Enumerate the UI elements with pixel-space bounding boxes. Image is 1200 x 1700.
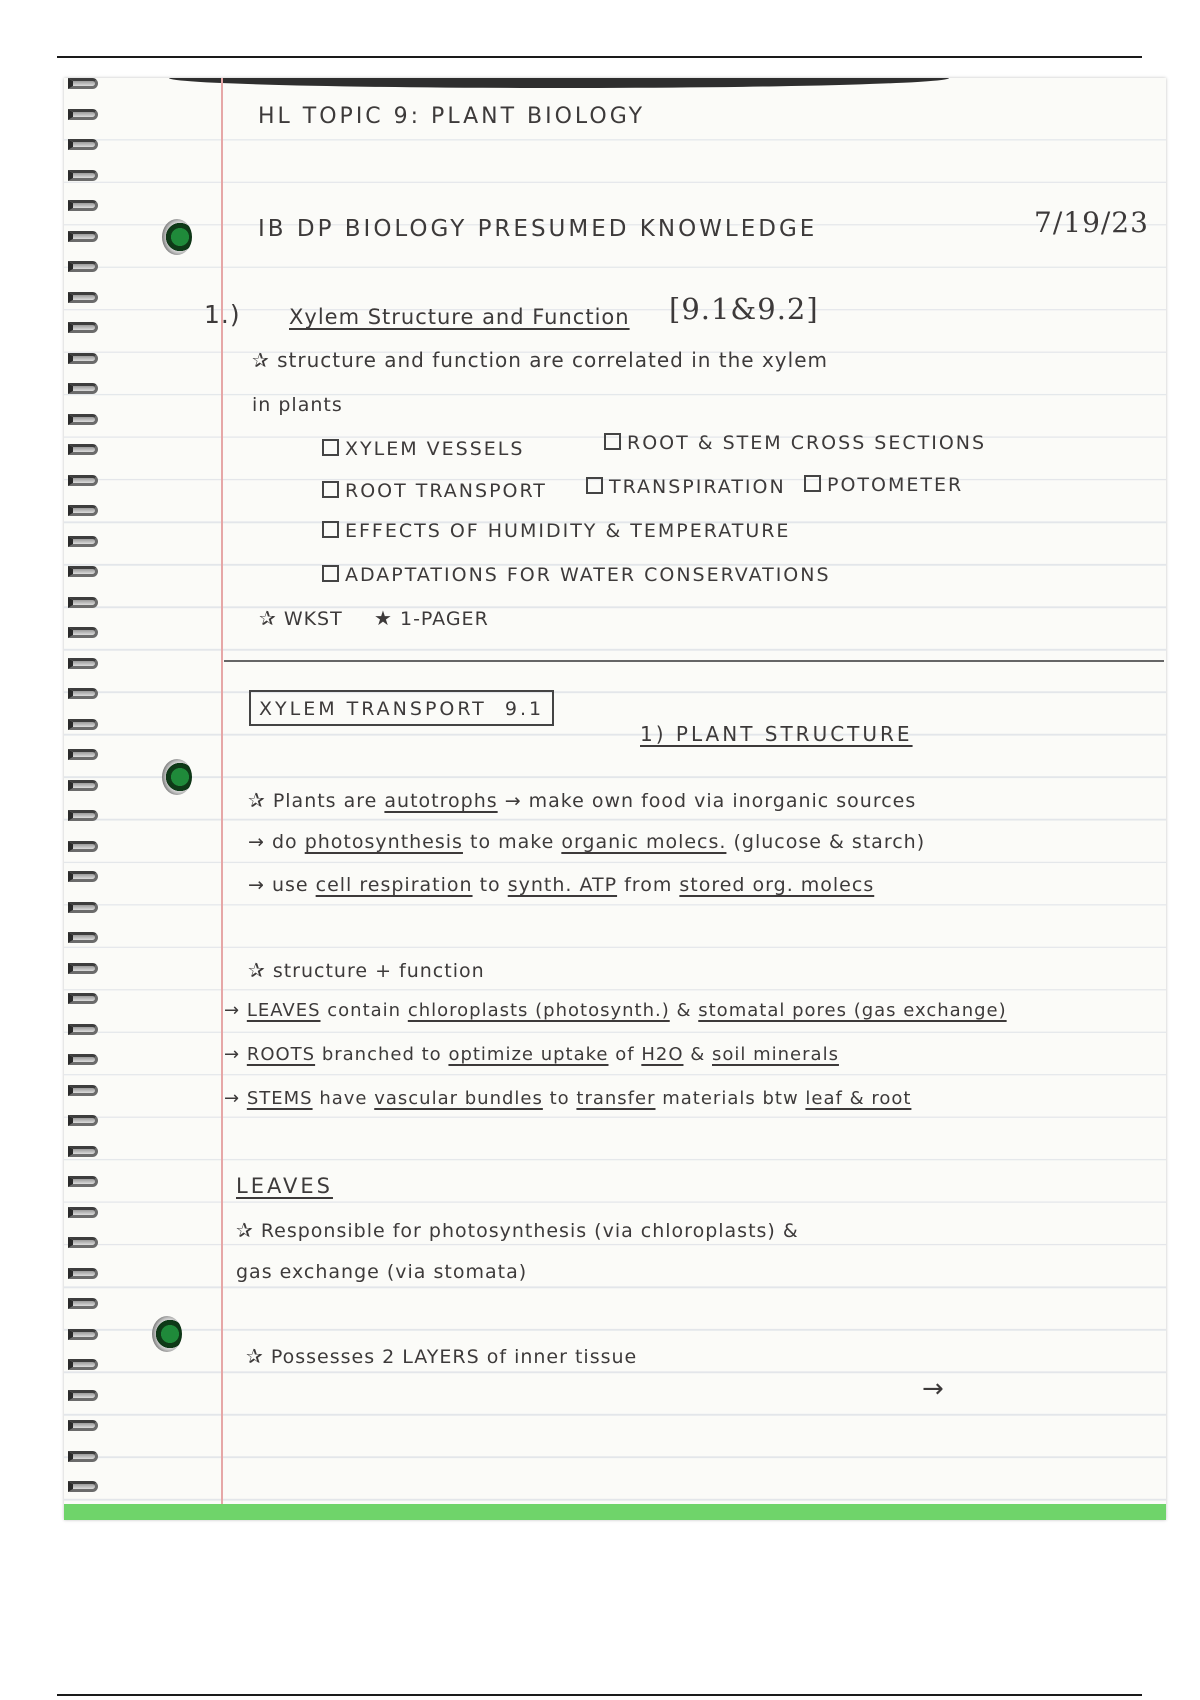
star-icon: ✰ [252,348,270,372]
checklist-item[interactable]: EFFECTS OF HUMIDITY & TEMPERATURE [322,520,790,542]
checkbox-icon[interactable] [322,439,339,456]
notebook-page [64,78,1166,1520]
text-line: ✰ Plants are autotrophs → make own food via inorganic sources [248,788,917,812]
text-line: → use cell respiration to synth. ATP from stored org. molecs [248,874,875,896]
continue-arrow-icon: → [922,1374,945,1404]
spiral-coil-icon [68,1146,98,1157]
text-line: → ROOTS branched to optimize uptake of H2O & soil minerals [224,1044,839,1065]
spiral-coil-icon [68,353,98,364]
checklist-item[interactable]: ROOT TRANSPORT [322,480,547,502]
text-line: ✰ Responsible for photosynthesis (via chloroplasts) & [236,1218,799,1242]
star-icon: ✰ [259,606,277,630]
star-icon: ★ [374,606,393,630]
spiral-coil-icon [68,597,98,608]
spiral-coil-icon [68,444,98,455]
page-top-rule [57,56,1142,58]
section-number: 1.) [204,300,241,329]
spiral-coil-icon [68,383,98,394]
text-line: → LEAVES contain chloroplasts (photosynth.) & stomatal pores (gas exchange) [224,1000,1007,1021]
checkbox-icon[interactable] [322,481,339,498]
spiral-coil-icon [68,292,98,303]
punch-hole-icon [162,759,192,795]
spiral-coil-icon [68,1481,98,1492]
spiral-coil-icon [68,719,98,730]
spiral-coil-icon [68,1390,98,1401]
page-bottom-rule [57,1694,1142,1696]
checkbox-icon[interactable] [604,433,621,450]
checklist-item[interactable]: POTOMETER [804,474,963,496]
text-line: gas exchange (via stomata) [236,1261,528,1283]
checklist-item[interactable]: TRANSPIRATION [586,476,786,498]
spiral-binding [64,78,104,1520]
page-top-shadow [169,78,949,88]
spiral-coil-icon [68,902,98,913]
star-icon: ✰ [248,958,266,982]
spiral-coil-icon [68,1024,98,1035]
spiral-coil-icon [68,1237,98,1248]
text-line: → STEMS have vascular bundles to transfer materials btw leaf & root [224,1088,912,1109]
spiral-coil-icon [68,1298,98,1309]
spiral-coil-icon [68,1207,98,1218]
spiral-coil-icon [68,749,98,760]
spiral-coil-icon [68,414,98,425]
leaves-heading: LEAVES [236,1174,333,1198]
spiral-coil-icon [68,780,98,791]
checklist-item[interactable]: XYLEM VESSELS [322,438,524,460]
spiral-coil-icon [68,810,98,821]
checkbox-icon[interactable] [804,475,821,492]
subheading: 1) PLANT STRUCTURE [640,722,913,746]
text-line: ✰ Possesses 2 LAYERS of inner tissue [246,1344,638,1368]
wkst-note: ✰ WKST [259,606,343,630]
spiral-coil-icon [68,505,98,516]
topic-box: XYLEM TRANSPORT 9.1 [249,690,554,726]
spiral-coil-icon [68,1176,98,1187]
spiral-coil-icon [68,658,98,669]
star-icon: ✰ [246,1344,264,1368]
text-line: ✰ structure + function [248,958,485,982]
spiral-coil-icon [68,322,98,333]
intro-line-2: in plants [252,394,343,416]
spiral-coil-icon [68,627,98,638]
spiral-coil-icon [68,231,98,242]
spiral-coil-icon [68,1420,98,1431]
checkbox-icon[interactable] [586,477,603,494]
spiral-coil-icon [68,139,98,150]
checklist-item[interactable]: ADAPTATIONS FOR WATER CONSERVATIONS [322,564,831,586]
spiral-coil-icon [68,1115,98,1126]
topic-title: HL TOPIC 9: PLANT BIOLOGY [258,104,646,129]
section-divider [224,660,1164,662]
spiral-coil-icon [68,993,98,1004]
star-icon: ✰ [236,1218,254,1242]
page-date: 7/19/23 [1034,206,1149,239]
spiral-coil-icon [68,1359,98,1370]
page-heading: IB DP BIOLOGY PRESUMED KNOWLEDGE [258,216,818,242]
checklist-item[interactable]: ROOT & STEM CROSS SECTIONS [604,432,986,454]
punch-hole-icon [162,219,192,255]
spiral-coil-icon [68,536,98,547]
spiral-coil-icon [68,170,98,181]
checkbox-icon[interactable] [322,565,339,582]
spiral-coil-icon [68,932,98,943]
intro-line-1: ✰ structure and function are correlated in the xylem [252,348,828,372]
spiral-coil-icon [68,78,98,89]
pager-note: ★ 1-PAGER [374,606,489,630]
spiral-coil-icon [68,871,98,882]
spiral-coil-icon [68,841,98,852]
spiral-coil-icon [68,1329,98,1340]
spiral-coil-icon [68,566,98,577]
spiral-coil-icon [68,475,98,486]
spiral-coil-icon [68,200,98,211]
punch-hole-icon [152,1316,182,1352]
checkbox-icon[interactable] [322,521,339,538]
spiral-coil-icon [68,963,98,974]
spiral-coil-icon [68,1054,98,1065]
spiral-coil-icon [68,1451,98,1462]
spiral-coil-icon [68,688,98,699]
spiral-coil-icon [68,261,98,272]
text-line: → do photosynthesis to make organic molecs. (glucose & starch) [248,831,926,853]
spiral-coil-icon [68,109,98,120]
star-icon: ✰ [248,788,266,812]
spiral-coil-icon [68,1268,98,1279]
section-title: Xylem Structure and Function [289,305,630,329]
margin-line [221,78,223,1520]
section-ref: [9.1&9.2] [669,292,819,326]
notebook-green-edge [64,1504,1166,1520]
spiral-coil-icon [68,1085,98,1096]
